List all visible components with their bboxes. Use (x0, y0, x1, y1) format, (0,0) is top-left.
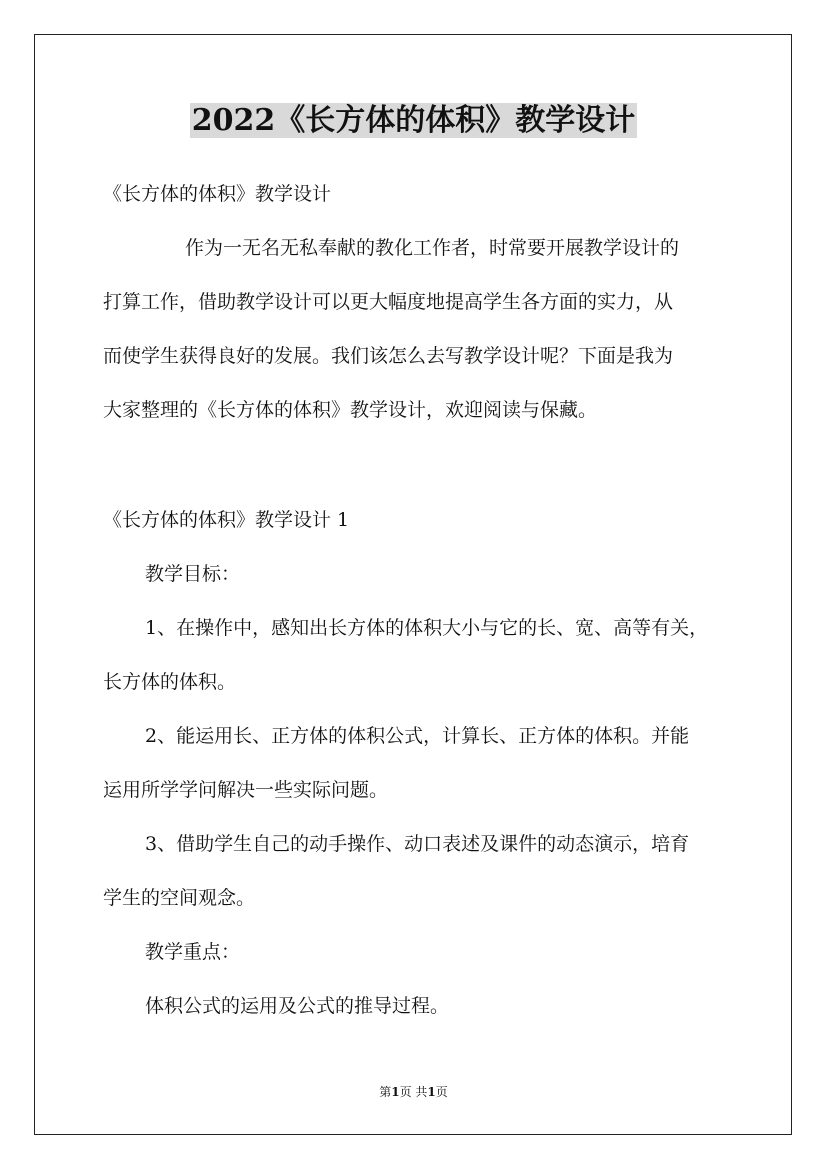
goal-2-line-1: 2、能运用长、正方体的体积公式，计算长、正方体的体积。并能 (145, 725, 690, 747)
document-title-text: 2022《长方体的体积》教学设计 (191, 103, 636, 138)
focus-label: 教学重点： (145, 941, 241, 963)
footer-mid: 页 共 (399, 1085, 428, 1099)
intro-line-2: 打算工作，借助教学设计可以更大幅度地提高学生各方面的实力，从 (103, 291, 674, 313)
document-title (0, 100, 827, 142)
goal-3-line-2: 学生的空间观念。 (103, 887, 256, 909)
footer-prefix: 第 (379, 1085, 392, 1099)
section-title: 《长方体的体积》教学设计 1 (103, 509, 350, 531)
goals-label: 教学目标： (145, 563, 241, 585)
intro-line-4: 大家整理的《长方体的体积》教学设计，欢迎阅读与保藏。 (103, 399, 598, 421)
goal-1-line-1: 1、在操作中，感知出长方体的体积大小与它的长、宽、高等有关， (145, 617, 709, 639)
goal-2-line-2: 运用所学学问解决一些实际问题。 (103, 779, 389, 801)
intro-line-1: 作为一无名无私奉献的教化工作者，时常要开展教学设计的 (185, 237, 680, 259)
footer-total-pages: 1 (427, 1085, 436, 1099)
footer-current-page: 1 (391, 1085, 400, 1099)
intro-line-3: 而使学生获得良好的发展。我们该怎么去写教学设计呢？下面是我为 (103, 345, 674, 367)
document-subtitle: 《长方体的体积》教学设计 (103, 183, 332, 205)
footer-suffix: 页 (435, 1085, 448, 1099)
goal-1-line-2: 长方体的体积。 (103, 671, 237, 693)
page-footer (0, 1084, 827, 1100)
focus-text: 体积公式的运用及公式的推导过程。 (145, 995, 450, 1017)
goal-3-line-1: 3、借助学生自己的动手操作、动口表述及课件的动态演示，培育 (145, 833, 690, 855)
